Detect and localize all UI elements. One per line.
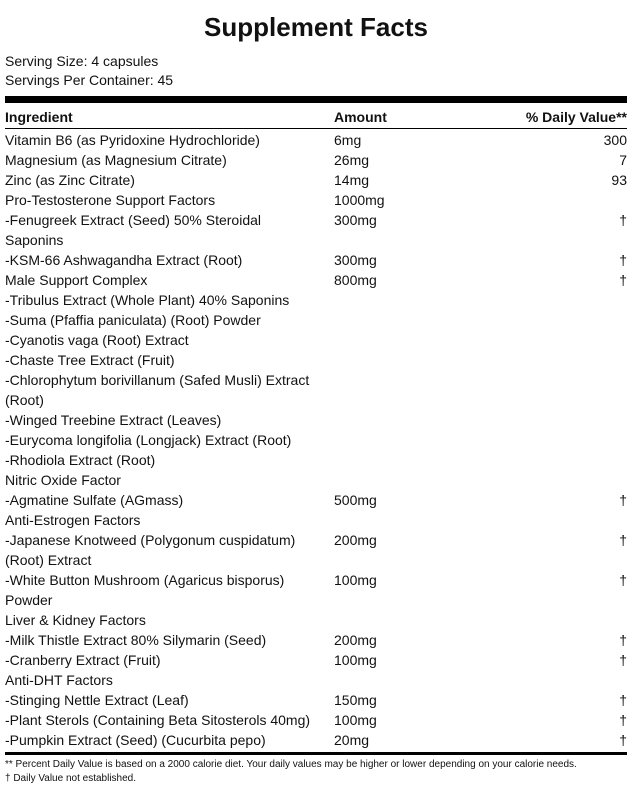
- ingredient-daily-value: †: [619, 652, 627, 668]
- ingredient-daily-value: †: [619, 632, 627, 648]
- ingredient-list: [5, 130, 627, 750]
- ingredient-amount: [334, 590, 434, 610]
- table-row: [5, 270, 627, 290]
- ingredient-name: (Root): [5, 392, 44, 408]
- table-row: [5, 610, 627, 630]
- table-row: [5, 370, 627, 390]
- table-row: [5, 290, 627, 310]
- ingredient-amount: 150mg: [334, 692, 377, 708]
- header-divider: [5, 128, 627, 129]
- ingredient-daily-value: †: [619, 572, 627, 588]
- header-daily-value: % Daily Value**: [525, 109, 627, 125]
- ingredient-amount: [334, 330, 434, 350]
- serving-size: Serving Size: 4 capsules: [5, 53, 159, 69]
- ingredient-amount: [334, 550, 434, 570]
- table-row: [5, 550, 627, 570]
- ingredient-daily-value: †: [619, 692, 627, 708]
- ingredient-amount: 300mg: [334, 212, 377, 228]
- table-row: [5, 590, 627, 610]
- table-row: [5, 190, 627, 210]
- ingredient-name: -Chlorophytum borivillanum (Safed Musli) Extract: [5, 372, 310, 388]
- ingredient-name: -Japanese Knotweed (Polygonum cuspidatum): [5, 532, 296, 548]
- table-row: [5, 330, 627, 350]
- ingredient-amount: [334, 310, 434, 330]
- footnotes: [5, 758, 627, 786]
- ingredient-daily-value: †: [619, 532, 627, 548]
- ingredient-daily-value: †: [619, 272, 627, 288]
- table-row: [5, 430, 627, 450]
- table-row: [5, 510, 627, 530]
- ingredient-name: -Cranberry Extract (Fruit): [5, 652, 161, 668]
- table-row: [5, 470, 627, 490]
- ingredient-amount: 200mg: [334, 532, 377, 548]
- ingredient-amount: 100mg: [334, 652, 377, 668]
- ingredient-daily-value: [434, 510, 627, 530]
- bottom-divider: [5, 752, 627, 755]
- ingredient-daily-value: [434, 310, 627, 330]
- ingredient-name: Liver & Kidney Factors: [5, 612, 146, 628]
- ingredient-name: -Cyanotis vaga (Root) Extract: [5, 332, 189, 348]
- ingredient-daily-value: [434, 330, 627, 350]
- ingredient-name: -Stinging Nettle Extract (Leaf): [5, 692, 189, 708]
- table-header: [5, 106, 627, 128]
- ingredient-amount: 26mg: [334, 152, 370, 168]
- ingredient-amount: [334, 450, 434, 470]
- ingredient-name: -Tribulus Extract (Whole Plant) 40% Saponins: [5, 292, 290, 308]
- table-row: [5, 250, 627, 270]
- ingredient-amount: 100mg: [334, 572, 377, 588]
- ingredient-amount: [334, 430, 434, 450]
- servings-per-container: Servings Per Container: 45: [5, 72, 174, 88]
- ingredient-name: -Agmatine Sulfate (AGmass): [5, 492, 184, 508]
- table-row: [5, 490, 627, 510]
- ingredient-daily-value: [434, 450, 627, 470]
- ingredient-daily-value: 93: [611, 172, 627, 188]
- ingredient-name: -Pumpkin Extract (Seed) (Cucurbita pepo): [5, 732, 266, 748]
- ingredient-name: Zinc (as Zinc Citrate): [5, 172, 135, 188]
- ingredient-name: Powder: [5, 592, 53, 608]
- ingredient-name: -Fenugreek Extract (Seed) 50% Steroidal: [5, 212, 262, 228]
- ingredient-amount: [334, 290, 434, 310]
- ingredient-amount: 14mg: [334, 172, 370, 188]
- ingredient-daily-value: †: [619, 252, 627, 268]
- ingredient-amount: [334, 230, 434, 250]
- ingredient-amount: 800mg: [334, 272, 377, 288]
- ingredient-daily-value: †: [619, 492, 627, 508]
- table-row: [5, 170, 627, 190]
- ingredient-amount: 100mg: [334, 712, 377, 728]
- ingredient-daily-value: [434, 550, 627, 570]
- ingredient-name: Saponins: [5, 232, 64, 248]
- ingredient-name: -Eurycoma longifolia (Longjack) Extract (Root): [5, 432, 292, 448]
- ingredient-name: -Rhodiola Extract (Root): [5, 452, 156, 468]
- table-row: [5, 710, 627, 730]
- table-row: [5, 670, 627, 690]
- ingredient-amount: 300mg: [334, 252, 377, 268]
- table-row: [5, 310, 627, 330]
- ingredient-daily-value: [434, 390, 627, 410]
- ingredient-amount: [334, 470, 434, 490]
- table-row: [5, 630, 627, 650]
- thick-divider: [5, 96, 627, 103]
- ingredient-daily-value: [434, 290, 627, 310]
- ingredient-daily-value: [434, 670, 627, 690]
- ingredient-amount: 6mg: [334, 132, 362, 148]
- ingredient-daily-value: †: [619, 732, 627, 748]
- ingredient-daily-value: [434, 470, 627, 490]
- ingredient-name: Vitamin B6 (as Pyridoxine Hydrochloride): [5, 132, 260, 148]
- ingredient-daily-value: [434, 350, 627, 370]
- footnote-daily-value: ** Percent Daily Value is based on a 2000 calorie diet. Your daily values may be higher or lower depending on your calorie needs.: [5, 759, 577, 770]
- table-row: [5, 130, 627, 150]
- ingredient-amount: [334, 390, 434, 410]
- ingredient-daily-value: [434, 230, 627, 250]
- ingredient-name: -Suma (Pfaffia paniculata) (Root) Powder: [5, 312, 261, 328]
- table-row: [5, 410, 627, 430]
- ingredient-amount: 1000mg: [334, 192, 385, 208]
- ingredient-daily-value: 7: [619, 152, 627, 168]
- table-row: [5, 230, 627, 250]
- ingredient-daily-value: [434, 590, 627, 610]
- table-row: [5, 570, 627, 590]
- table-row: [5, 690, 627, 710]
- table-row: [5, 730, 627, 750]
- ingredient-daily-value: [434, 430, 627, 450]
- header-ingredient: Ingredient: [5, 109, 73, 125]
- panel-title: Supplement Facts: [204, 12, 428, 42]
- ingredient-name: -Plant Sterols (Containing Beta Sitosterols 40mg): [5, 712, 311, 728]
- ingredient-name: -Winged Treebine Extract (Leaves): [5, 412, 222, 428]
- ingredient-name: Anti-DHT Factors: [5, 672, 113, 688]
- ingredient-daily-value: [434, 610, 627, 630]
- ingredient-daily-value: †: [619, 212, 627, 228]
- ingredient-amount: 500mg: [334, 492, 377, 508]
- table-row: [5, 150, 627, 170]
- ingredient-name: -KSM-66 Ashwagandha Extract (Root): [5, 252, 243, 268]
- table-row: [5, 450, 627, 470]
- header-amount: Amount: [334, 109, 387, 125]
- ingredient-amount: [334, 410, 434, 430]
- ingredient-daily-value: †: [619, 712, 627, 728]
- ingredient-name: Nitric Oxide Factor: [5, 472, 121, 488]
- footnote-not-established: † Daily Value not established.: [5, 773, 137, 784]
- ingredient-name: Magnesium (as Magnesium Citrate): [5, 152, 227, 168]
- ingredient-amount: [334, 510, 434, 530]
- ingredient-amount: 200mg: [334, 632, 377, 648]
- ingredient-daily-value: [434, 190, 627, 210]
- table-row: [5, 530, 627, 550]
- ingredient-name: (Root) Extract: [5, 552, 92, 568]
- ingredient-name: Male Support Complex: [5, 272, 148, 288]
- ingredient-amount: [334, 370, 434, 390]
- table-row: [5, 390, 627, 410]
- ingredient-amount: 20mg: [334, 732, 370, 748]
- ingredient-daily-value: 300: [603, 132, 627, 148]
- ingredient-amount: [334, 610, 434, 630]
- ingredient-daily-value: [434, 410, 627, 430]
- ingredient-amount: [334, 670, 434, 690]
- table-row: [5, 350, 627, 370]
- ingredient-daily-value: [434, 370, 627, 390]
- table-row: [5, 650, 627, 670]
- ingredient-amount: [334, 350, 434, 370]
- ingredient-name: Anti-Estrogen Factors: [5, 512, 141, 528]
- ingredient-name: -White Button Mushroom (Agaricus bisporus): [5, 572, 285, 588]
- ingredient-name: -Milk Thistle Extract 80% Silymarin (Seed): [5, 632, 267, 648]
- ingredient-name: -Chaste Tree Extract (Fruit): [5, 352, 175, 368]
- ingredient-name: Pro-Testosterone Support Factors: [5, 192, 216, 208]
- table-row: [5, 210, 627, 230]
